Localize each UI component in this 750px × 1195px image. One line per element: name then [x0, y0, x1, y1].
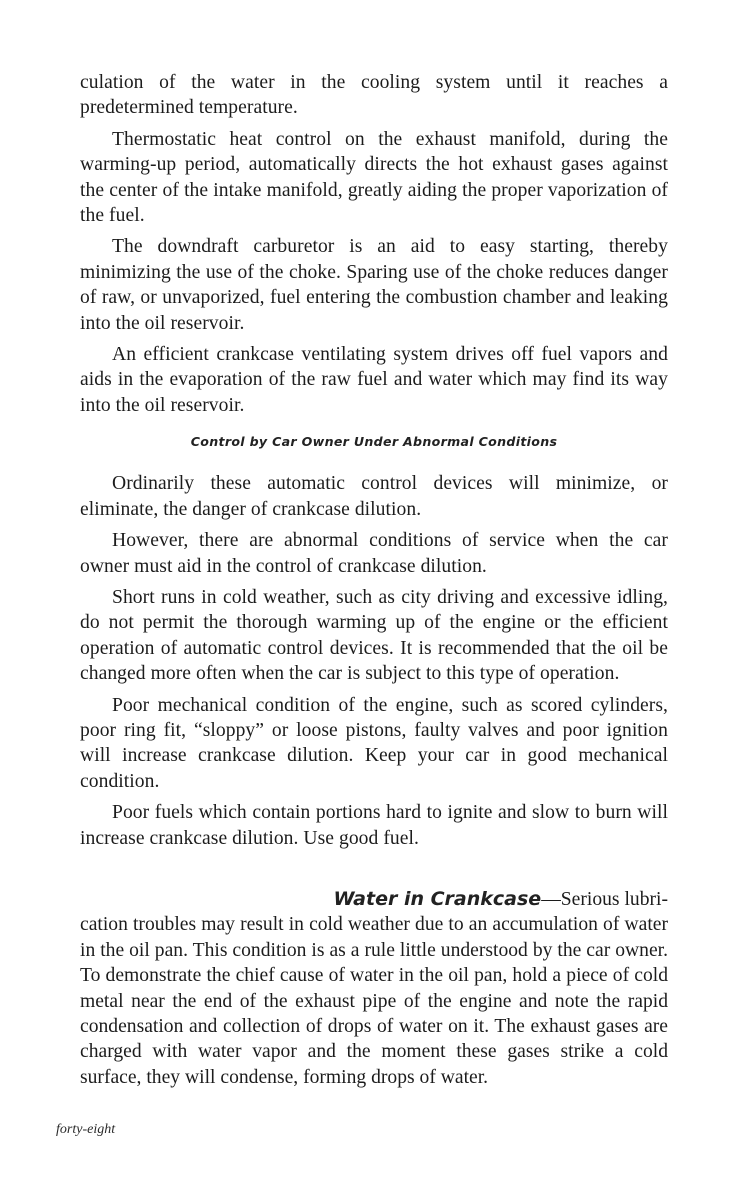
- paragraph-water-in-crankcase: [80, 887, 668, 1090]
- paragraph-downdraft-carburetor: The downdraft carburetor is an aid to easy starting, thereby minimizing the use of the choke. Sparing use of the choke reduces danger of raw, or unvaporized, fuel entering the combustion chamber and leaking into the oil reservoir.: [80, 236, 668, 334]
- section-heading: Control by Car Owner Under Abnormal Conditions: [190, 434, 558, 450]
- water-body-text: cation troubles may result in cold weather due to an accumulation of water in the oil pan. This condition is as a rule little understood by the car owner. To demonstrate the chief cause of water in the oil pan, hold a piece of cold metal near the end of the exhaust pipe of the engine and note the rapid condensation and collection of drops of water on it. The exhaust gases are charged with water vapor and the moment these gases strike a cold surface, they will condense, forming drops of water.: [80, 914, 668, 1088]
- document-page: [80, 70, 668, 1090]
- paragraph-thermostatic-heat-control: Thermostatic heat control on the exhaust manifold, during the warming-up period, automatically directs the hot exhaust gases against the center of the intake manifold, greatly aiding the proper vaporization of the fuel.: [80, 128, 668, 227]
- paragraph-poor-mechanical: Poor mechanical condition of the engine, such as scored cylinders, poor ring fit, “sloppy” or loose pistons, faulty valves and poor ignition will increase crankcase dilution. Keep your car in good mechanical condition.: [80, 694, 668, 792]
- run-in-heading: Water in Crankcase: [333, 887, 542, 910]
- paragraph-cooling-continuation: culation of the water in the cooling system until it reaches a predetermined temperature.: [80, 72, 668, 119]
- paragraph-however: However, there are abnormal conditions of service when the car owner must aid in the control of crankcase dilution.: [80, 530, 668, 577]
- section-spacer: [80, 857, 668, 887]
- run-in-continuation: —Serious lubri-: [541, 888, 668, 910]
- paragraph-poor-fuels: Poor fuels which contain portions hard to ignite and slow to burn will increase crankcase dilution. Use good fuel.: [80, 802, 668, 849]
- paragraph-crankcase-ventilating: An efficient crankcase ventilating system drives off fuel vapors and aids in the evaporation of the raw fuel and water which may find its way into the oil reservoir.: [80, 344, 668, 416]
- water-first-line: [80, 887, 668, 912]
- page-number-folio: forty-eight: [56, 1122, 116, 1137]
- paragraph-short-runs: Short runs in cold weather, such as city driving and excessive idling, do not permit the thorough warming up of the engine or the efficient operation of automatic control devices. It is recommended that the oil be changed more often when the car is subject to this type of operation.: [80, 586, 668, 685]
- paragraph-ordinarily: Ordinarily these automatic control devices will minimize, or eliminate, the danger of crankcase dilution.: [80, 473, 668, 520]
